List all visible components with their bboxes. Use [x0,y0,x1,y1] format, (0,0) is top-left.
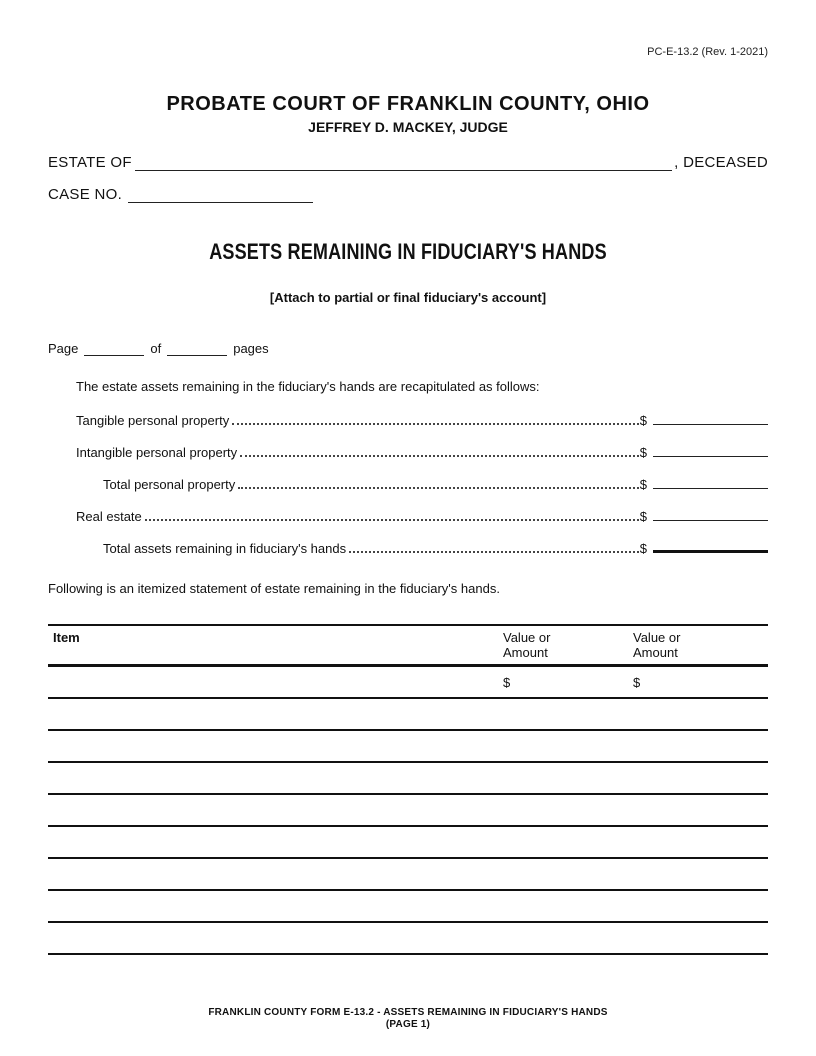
footer-page-number: (PAGE 1) [385,1019,431,1030]
table-row[interactable] [48,827,768,859]
dot-leader [238,475,639,489]
dot-leader [240,443,639,457]
header-line: Value or [633,630,681,645]
dot-leader [349,539,639,553]
court-title: PROBATE COURT OF FRANKLIN COUNTY, OHIO [166,93,650,115]
page-number-field[interactable] [84,345,144,356]
column-header-value-1 [503,630,550,660]
pages-label: pages [233,341,269,356]
recap-row-tangible [76,410,768,428]
page-label: Page [48,341,79,356]
real-estate-amount-field[interactable] [653,510,768,521]
recap-row-total-personal [103,474,768,492]
table-row[interactable] [48,763,768,795]
itemized-intro: Following is an itemized statement of estate remaining in the fiduciary's hands. [48,581,500,596]
page-count-row [48,341,269,356]
recap-intro: The estate assets remaining in the fiduciary's hands are recapitulated as follows: [76,379,540,394]
intangible-amount-field[interactable] [653,446,768,457]
table-row[interactable] [48,859,768,891]
total-pages-field[interactable] [167,345,227,356]
case-no-field[interactable] [128,188,313,203]
dollar-sign: $ [639,541,647,556]
case-no-row [48,186,313,203]
recap-label: Real estate [76,509,142,524]
page-footer [0,1007,816,1031]
column-header-value-2 [633,630,680,660]
dollar-sign: $ [639,509,647,524]
of-label: of [150,341,162,356]
table-row[interactable] [48,795,768,827]
recap-label: Total assets remaining in fiduciary's hands [103,541,347,556]
table-header [48,624,768,667]
column-header-item: Item [53,630,80,645]
table-row[interactable] [48,667,768,699]
dollar-sign: $ [639,445,647,460]
footer-form-title: FRANKLIN COUNTY FORM E-13.2 - ASSETS REMAINING IN FIDUCIARY'S HANDS [208,1007,608,1018]
recap-row-real-estate [76,506,768,524]
table-row[interactable] [48,699,768,731]
total-assets-amount-field[interactable] [653,540,768,553]
itemized-table [48,624,768,955]
recap-label: Intangible personal property [76,445,238,460]
table-row[interactable] [48,891,768,923]
recap-row-total-assets [103,538,768,556]
document-title: ASSETS REMAINING IN FIDUCIARY'S HANDS [209,239,607,264]
value-2-cell[interactable]: $ [633,675,641,690]
dot-leader [232,411,639,425]
estate-of-label: ESTATE OF [48,154,132,171]
estate-name-field[interactable] [135,156,672,171]
dot-leader [145,507,639,521]
value-1-cell[interactable]: $ [503,675,511,690]
dollar-sign: $ [639,413,647,428]
recap-label: Total personal property [103,477,236,492]
total-personal-amount-field[interactable] [653,478,768,489]
header-line: Amount [633,645,678,660]
dollar-sign: $ [639,477,647,492]
table-row[interactable] [48,923,768,955]
header-line: Value or [503,630,551,645]
header-line: Amount [503,645,548,660]
judge-name: JEFFREY D. MACKEY, JUDGE [308,119,508,135]
attach-note: [Attach to partial or final fiduciary's account] [269,290,547,305]
form-id: PC-E-13.2 (Rev. 1-2021) [647,46,768,58]
recap-row-intangible [76,442,768,460]
table-row[interactable] [48,731,768,763]
recap-label: Tangible personal property [76,413,230,428]
tangible-amount-field[interactable] [653,414,768,425]
estate-of-row [48,154,768,171]
case-no-label: CASE NO. [48,186,123,203]
deceased-label: , DECEASED [674,154,768,171]
